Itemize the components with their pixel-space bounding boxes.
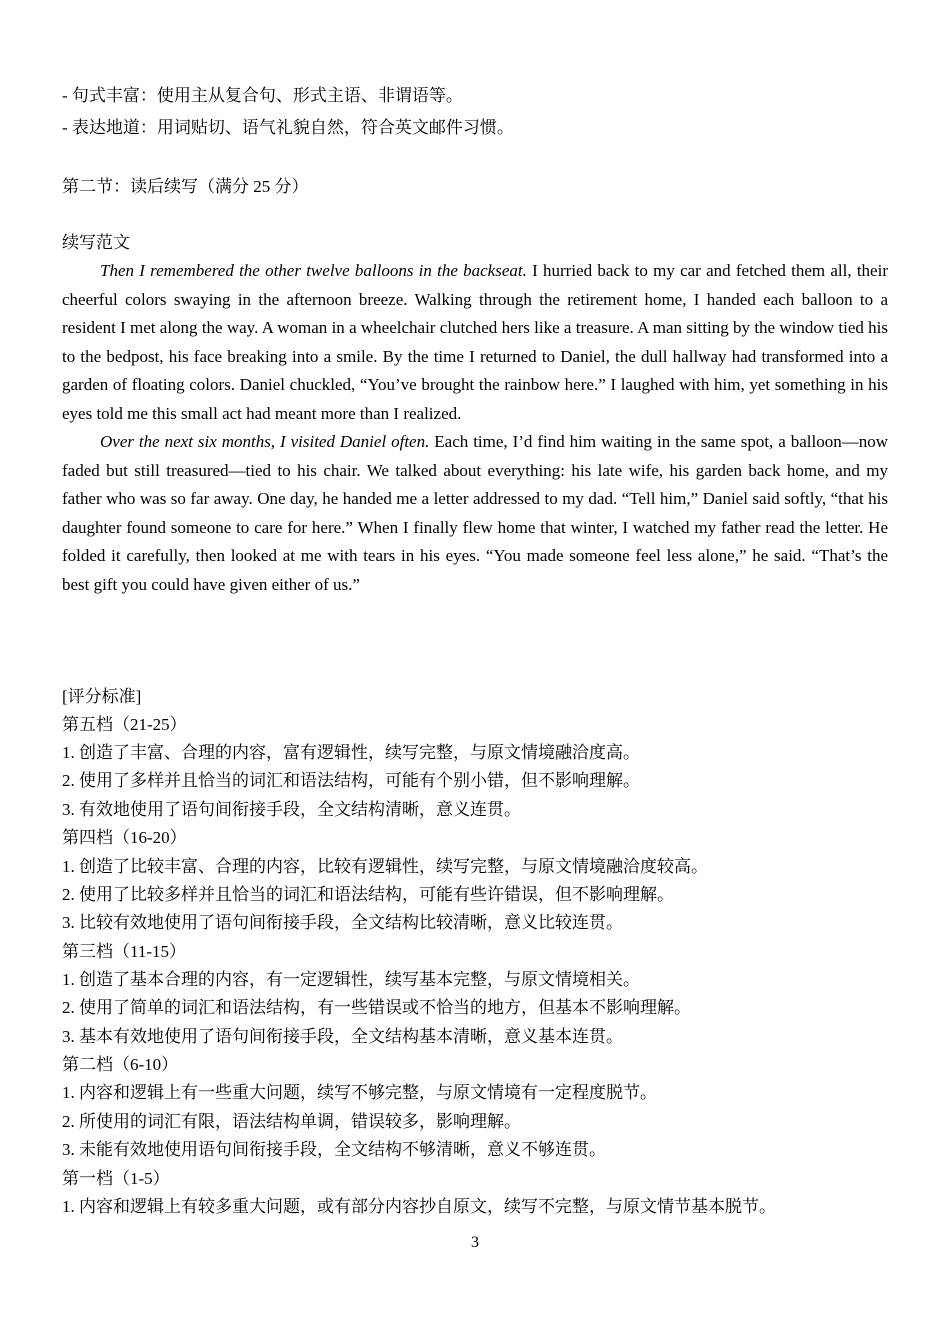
- rubric-item: 2. 所使用的词汇有限，语法结构单调，错误较多，影响理解。: [62, 1112, 521, 1131]
- rubric-level-name: 第四档（16-20）: [62, 828, 187, 847]
- paragraph-body: I hurried back to my car and fetched them all, their cheerful colors swaying in the afternoon breeze. Walking through the retirement home, I handed each balloon to a resident I met along the way. A woman in a wheelchair clutched hers like a treasure. A man sitting by the window tied his to the bedpost, his face breaking into a smile. By the time I returned to Daniel, the dull hallway had transformed into a garden of floating colors. Daniel chuckled, “You’ve brought the rainbow here.” I laughed with him, yet something in his eyes told me this small act had meant more than I realized.: [62, 261, 888, 423]
- rubric-level-name: 第三档（11-15）: [62, 942, 187, 961]
- rubric-item: 3. 有效地使用了语句间衔接手段，全文结构清晰，意义连贯。: [62, 800, 521, 819]
- rubric-level-name: 第五档（21-25）: [62, 715, 187, 734]
- rubric-item: 1. 创造了比较丰富、合理的内容，比较有逻辑性，续写完整，与原文情境融洽度较高。: [62, 857, 708, 876]
- paragraph-body: Each time, I’d find him waiting in the same spot, a balloon—now faded but still treasured—tied to his chair. We talked about everything: his late wife, his garden back home, and my father who was so far away. One day, he handed me a letter addressed to my dad. “Tell him,” Daniel said softly, “that his daughter found someone to care for here.” When I finally flew home that winter, I watched my father read the letter. He folded it carefully, then looked at me with tears in his eyes. “You made someone feel less alone,” he said. “That’s the best gift you could have given either of us.”: [62, 432, 888, 594]
- paragraph-lead-sentence: Over the next six months, I visited Daniel often.: [100, 432, 430, 451]
- sample-essay: [62, 257, 888, 599]
- criterion-line: - 句式丰富：使用主从复合句、形式主语、非谓语等。: [62, 86, 463, 105]
- rubric-item: 2. 使用了多样并且恰当的词汇和语法结构，可能有个别小错，但不影响理解。: [62, 771, 640, 790]
- page-number: 3: [471, 1234, 479, 1251]
- rubric-level-name: 第一档（1-5）: [62, 1169, 170, 1188]
- section-title: 第二节：读后续写（满分 25 分）: [62, 177, 309, 196]
- rubric-item: 1. 创造了基本合理的内容，有一定逻辑性，续写基本完整，与原文情境相关。: [62, 970, 640, 989]
- rubric-item: 1. 内容和逻辑上有较多重大问题，或有部分内容抄自原文，续写不完整，与原文情节基本脱节。: [62, 1197, 776, 1216]
- rubric-title: [评分标准]: [62, 687, 142, 706]
- essay-paragraph: [62, 257, 888, 428]
- essay-paragraph: [62, 428, 888, 599]
- rubric-item: 3. 比较有效地使用了语句间衔接手段，全文结构比较清晰，意义比较连贯。: [62, 913, 623, 932]
- rubric-item: 3. 基本有效地使用了语句间衔接手段，全文结构基本清晰，意义基本连贯。: [62, 1027, 623, 1046]
- rubric-item: 2. 使用了比较多样并且恰当的词汇和语法结构，可能有些许错误，但不影响理解。: [62, 885, 674, 904]
- rubric-item: 1. 创造了丰富、合理的内容，富有逻辑性，续写完整，与原文情境融洽度高。: [62, 743, 640, 762]
- rubric-item: 2. 使用了简单的词汇和语法结构，有一些错误或不恰当的地方，但基本不影响理解。: [62, 998, 691, 1017]
- sample-title: 续写范文: [62, 233, 130, 252]
- rubric-level-name: 第二档（6-10）: [62, 1055, 179, 1074]
- rubric-item: 3. 未能有效地使用语句间衔接手段，全文结构不够清晰，意义不够连贯。: [62, 1140, 606, 1159]
- rubric-item: 1. 内容和逻辑上有一些重大问题，续写不够完整，与原文情境有一定程度脱节。: [62, 1083, 657, 1102]
- paragraph-lead-sentence: Then I remembered the other twelve balloons in the backseat.: [100, 261, 527, 280]
- criterion-line: - 表达地道：用词贴切、语气礼貌自然，符合英文邮件习惯。: [62, 118, 514, 137]
